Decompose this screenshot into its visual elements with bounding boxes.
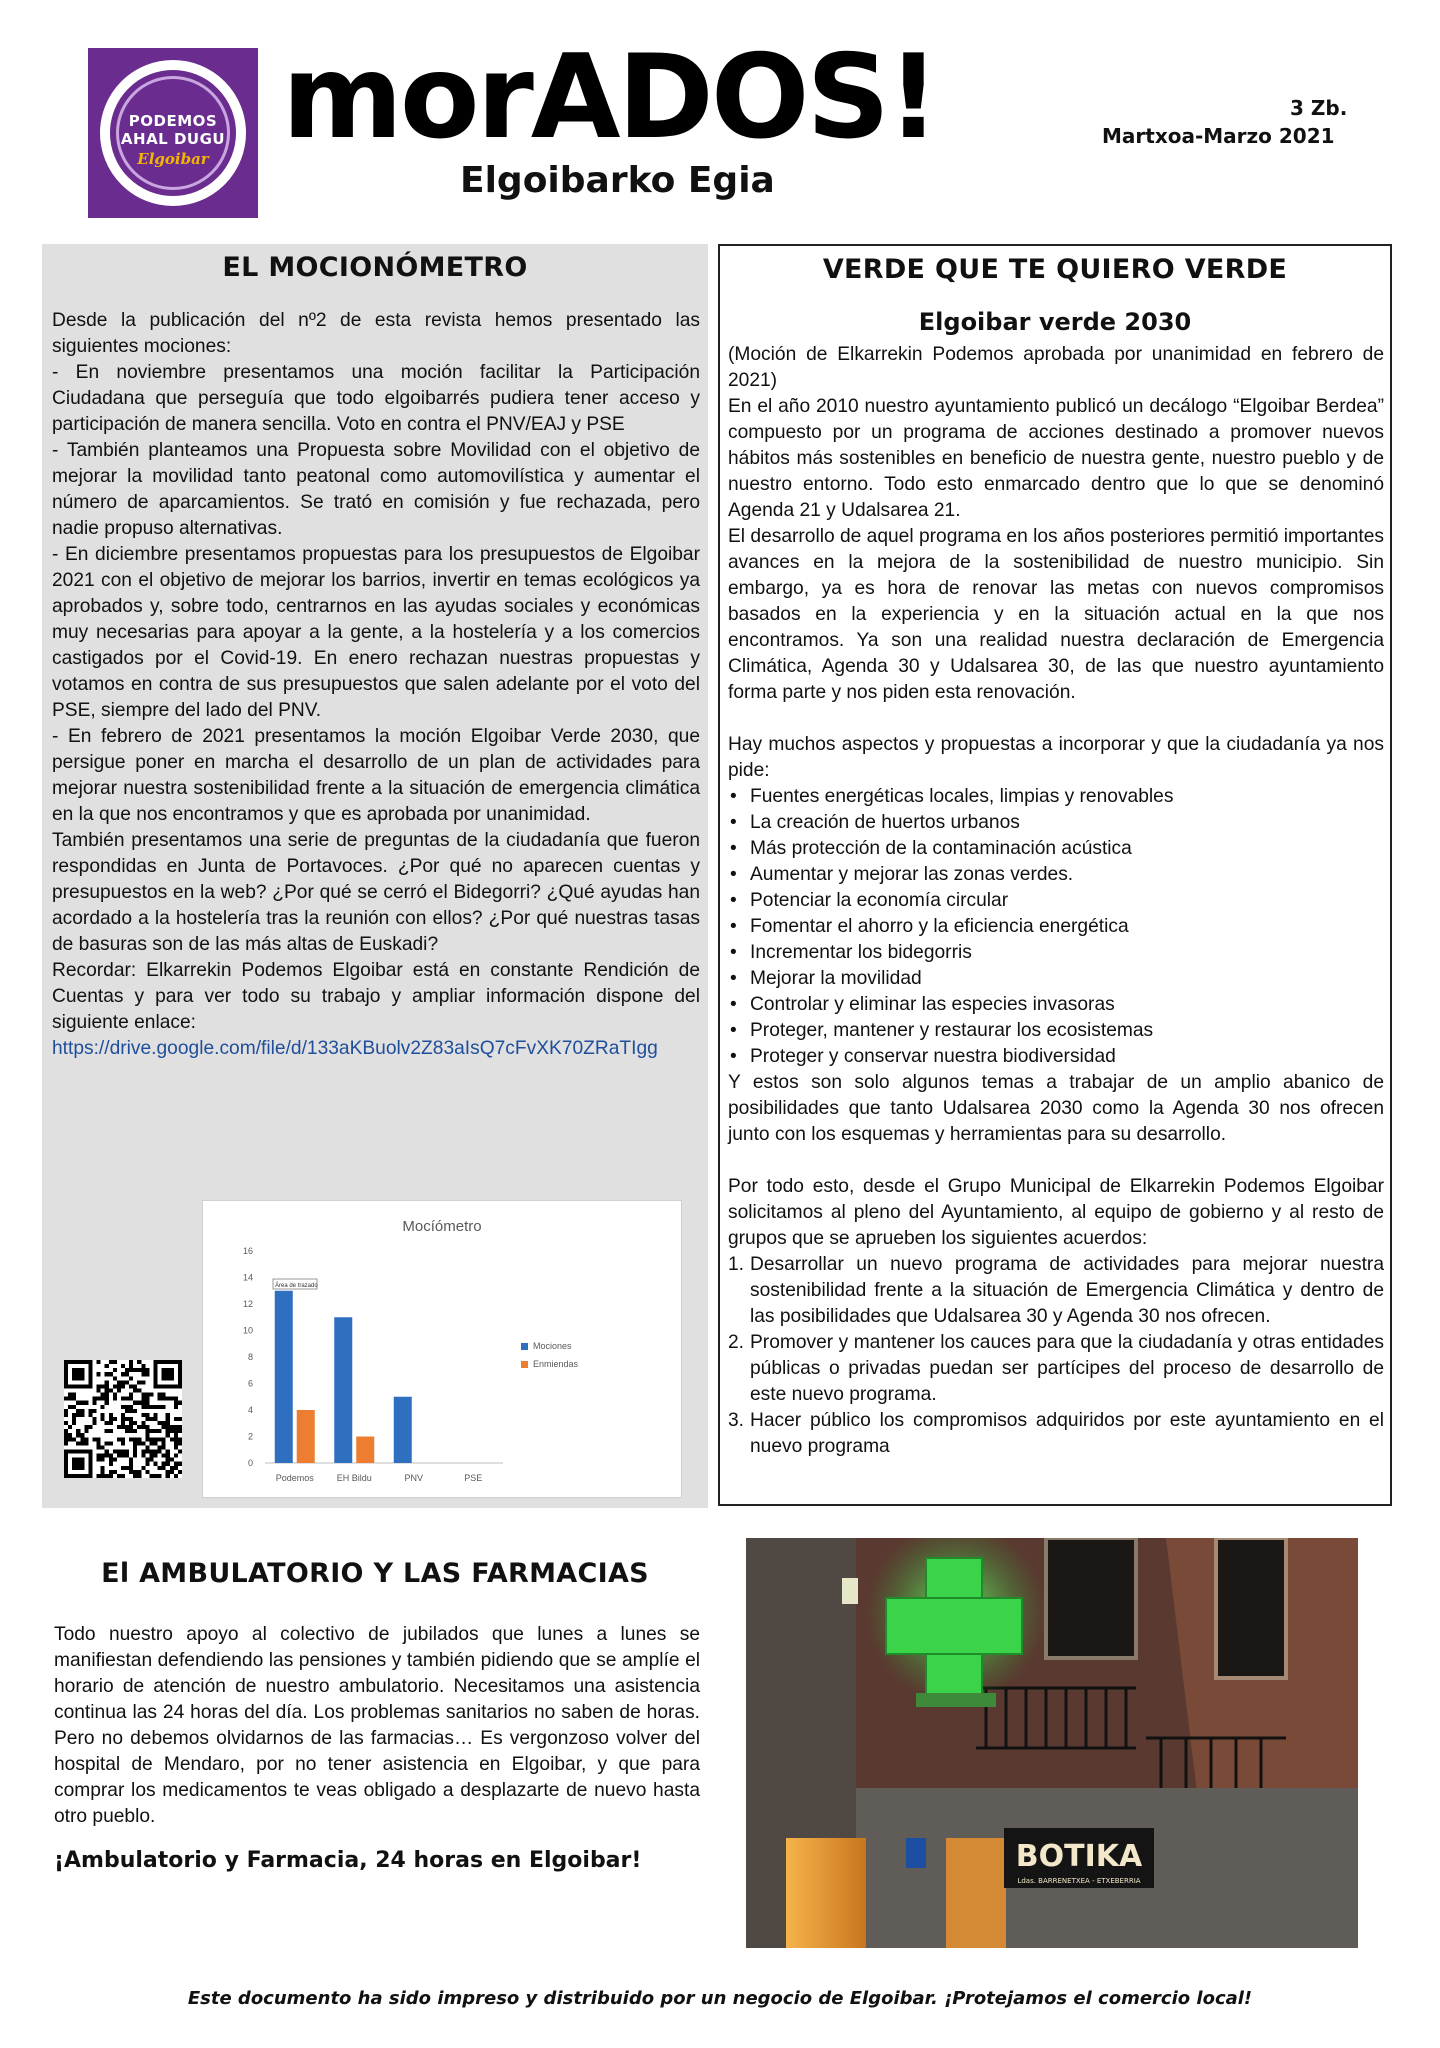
list-item: • Proteger, mantener y restaurar los ecosistemas — [728, 1018, 1384, 1044]
ambulatorio-slogan: ¡Ambulatorio y Farmacia, 24 horas en Elgoibar! — [54, 1848, 642, 1873]
x-tick-label: PNV — [404, 1473, 424, 1483]
list-item: • Fuentes energéticas locales, limpias y renovables — [728, 784, 1384, 810]
y-tick-label: 12 — [242, 1299, 253, 1309]
acuerdo-number: 2. — [728, 1332, 745, 1353]
qr-code — [64, 1360, 182, 1478]
verde-title: VERDE QUE TE QUIERO VERDE — [822, 254, 1288, 285]
logo-line-1: PODEMOS — [128, 112, 218, 130]
legend-swatch — [521, 1361, 528, 1368]
verde-body — [728, 342, 1384, 1460]
issue-number: 3 Zb. — [1290, 96, 1348, 120]
mocionometro-paragraph: - También planteamos una Propuesta sobre Movilidad con el objetivo de mejorar la movilidad tanto peatonal como automovilística y aumentar el número de aparcamientos. Se trató en comisión y fue rechazada, pero nadie propuso alternativas. — [52, 440, 700, 539]
y-tick-label: 10 — [242, 1325, 253, 1336]
verde-subtitle: Elgoibar verde 2030 — [918, 308, 1192, 336]
list-item: • Aumentar y mejorar las zonas verdes. — [728, 862, 1384, 888]
y-tick-label: 6 — [247, 1378, 253, 1389]
x-tick-label: Podemos — [275, 1473, 314, 1483]
podemos-logo — [88, 48, 258, 218]
list-item: • La creación de huertos urbanos — [728, 810, 1384, 836]
mocionometro-chart — [202, 1200, 682, 1498]
verde-paragraph: El desarrollo de aquel programa en los años posteriores permitió importantes avances en la mejora de la sostenibilidad de nuestro municipio. Sin embargo, ya es hora de renovar las metas con nuevos compromisos basados en la experiencia y en la situación actual en la que nos encontramos. Ya son una realidad nuestra declaración de Emergencia Climática, Agenda 30 y Udalsarea 30, de las que nuestro ayuntamiento forma parte y nos piden esta renovación. — [728, 526, 1384, 703]
verde-paragraph: Y estos son solo algunos temas a trabajar de un amplio abanico de posibilidades que tanto Udalsarea 2030 como la Agenda 30 nos ofrecen junto con los esquemas y herramientas para su desarrollo. — [728, 1072, 1384, 1145]
plot-area-annotation-text: Área de trazado — [275, 1283, 318, 1289]
bar-mociones-podemos — [275, 1291, 293, 1463]
mocionometro-paragraph: - En noviembre presentamos una moción facilitar la Participación Ciudadana que perseguía que todo elgoibarrés pudiera tener acceso y participación de manera sencilla. Voto en contra el PNV/EAJ y PSE — [52, 362, 700, 435]
acuerdo-text: Desarrollar un nuevo programa de actividades para mejorar nuestra sostenibilidad frente a la situación de Emergencia Climática y dentro de las posibilidades que Udalsarea 30 y Agenda 30 nos ofrecen. — [750, 1254, 1384, 1327]
mocionometro-title: EL MOCIONÓMETRO — [222, 252, 528, 283]
verde-request: Por todo esto, desde el Grupo Municipal de Elkarrekin Podemos Elgoibar solicitamos al pleno del Ayuntamiento, al equipo de gobierno y al resto de grupos que se aprueben los siguientes acuerdos: — [728, 1176, 1384, 1249]
legend-swatch — [521, 1343, 528, 1350]
botika-sign-text: BOTIKA — [1015, 1839, 1143, 1874]
ambulatorio-body: Todo nuestro apoyo al colectivo de jubilados que lunes a lunes se manifiestan defendiendo las pensiones y también pidiendo que se amplíe el horario de atención de nuestro ambulatorio. Necesitamos una asistencia continua las 24 horas del día. Los problemas sanitarios no saben de horas. Pero no debemos olvidarnos de las farmacias… Es vergonzoso volver del hospital de Mendaro, por no tener asistencia en Elgoibar, y que para comprar los medicamentos te veas obligado a desplazarte de nuevo hasta otro pueblo. — [54, 1624, 700, 1827]
mocionometro-paragraph: Desde la publicación del nº2 de esta revista hemos presentado las siguientes mociones: — [52, 310, 700, 357]
legend-label: Enmiendas — [533, 1359, 579, 1369]
x-tick-label: EH Bildu — [336, 1473, 372, 1483]
pharmacy-photo — [746, 1538, 1358, 1948]
x-tick-label: PSE — [464, 1473, 483, 1483]
mocionometro-paragraph: También presentamos una serie de preguntas de la ciudadanía que fueron respondidas en Junta de Portavoces. ¿Por qué no aparecen cuentas y presupuestos en la web? ¿Por qué se cerró el Bidegorri? ¿Qué ayudas han acordado a la hostelería tras la reunión con ellos? ¿Por qué nuestras tasas de basuras son de las más altas de Euskadi? — [52, 830, 700, 955]
bar-enmiendas-podemos — [297, 1410, 315, 1463]
acuerdo-number: 1. — [728, 1254, 745, 1275]
acuerdo-item — [728, 1330, 1384, 1408]
list-item: • Más protección de la contaminación acústica — [728, 836, 1384, 862]
legend-label: Mociones — [533, 1341, 572, 1351]
list-item: • Fomentar el ahorro y la eficiencia energética — [728, 914, 1384, 940]
masthead-subtitle: Elgoibarko Egia — [460, 160, 775, 201]
list-item: • Proteger y conservar nuestra biodiversidad — [728, 1044, 1384, 1070]
mocionometro-body — [52, 308, 700, 1062]
list-item: • Potenciar la economía circular — [728, 888, 1384, 914]
acuerdo-item — [728, 1252, 1384, 1330]
bar-enmiendas-eh-bildu — [356, 1437, 374, 1464]
y-tick-label: 16 — [242, 1246, 253, 1256]
list-item: • Incrementar los bidegorris — [728, 940, 1384, 966]
y-tick-label: 14 — [242, 1272, 253, 1283]
verde-panel — [718, 244, 1392, 1506]
drive-link[interactable]: https://drive.google.com/file/d/133aKBuolv2Z83aIsQ7cFvXK70ZRaTIgg — [52, 1038, 658, 1059]
verde-paragraph: En el año 2010 nuestro ayuntamiento publicó un decálogo “Elgoibar Berdea” compuesto por un programa de acciones destinado a promover nuevos hábitos más sostenibles en beneficio de nuestra gente, nuestro pueblo y de nuestro entorno. Todo esto enmarcado dentro que lo que se denominó Agenda 21 y Udalsarea 21. — [728, 396, 1384, 521]
bar-mociones-pnv — [394, 1397, 412, 1463]
acuerdo-text: Promover y mantener los cauces para que la ciudadanía y otras entidades públicas o privadas puedan ser partícipes del proceso de desarrollo de este nuevo programa. — [750, 1332, 1384, 1405]
plot-area-annotation — [273, 1279, 318, 1289]
footer-note: Este documento ha sido impreso y distribuido por un negocio de Elgoibar. ¡Protejamos el comercio local! — [187, 1988, 1253, 2009]
mocionometro-paragraph: Recordar: Elkarrekin Podemos Elgoibar está en constante Rendición de Cuentas y para ver todo su trabajo y ampliar información dispone del siguiente enlace: — [52, 960, 700, 1033]
list-item: • Controlar y eliminar las especies invasoras — [728, 992, 1384, 1018]
y-tick-label: 8 — [247, 1352, 253, 1362]
acuerdo-item — [728, 1408, 1384, 1460]
list-item: • Mejorar la movilidad — [728, 966, 1384, 992]
proposal-list — [728, 784, 1384, 1070]
botika-sign-subtext: Ldas. BARRENETXEA - ETXEBERRIA — [1017, 1877, 1141, 1885]
y-tick-label: 4 — [247, 1405, 253, 1415]
bar-mociones-eh-bildu — [334, 1317, 352, 1463]
verde-list-intro: Hay muchos aspectos y propuestas a incorporar y que la ciudadanía ya nos pide: — [728, 734, 1384, 781]
acuerdo-number: 3. — [728, 1410, 745, 1431]
y-tick-label: 0 — [247, 1458, 253, 1468]
mocionometro-paragraph: - En diciembre presentamos propuestas para los presupuestos de Elgoibar 2021 con el objetivo de mejorar los barrios, invertir en temas ecológicos ya aprobados y, sobre todo, centrarnos en las ayudas sociales y económicas muy necesarias para apoyar a la gente, a la hostelería y a los comercios castigados por el Covid-19. En enero rechazan nuestras propuestas y votamos en contra de sus presupuestos que salen adelante por el voto del PSE, siempre del lado del PNV. — [52, 544, 700, 721]
acuerdo-text: Hacer público los compromisos adquiridos por este ayuntamiento en el nuevo programa — [750, 1410, 1384, 1457]
masthead-title: morADOS! — [282, 30, 937, 165]
logo-line-2: AHAL DUGU — [120, 130, 226, 148]
mocionometro-paragraph: - En febrero de 2021 presentamos la moción Elgoibar Verde 2030, que persigue poner en marcha el desarrollo de un plan de actividades para mejorar nuestra sostenibilidad frente a la situación de emergencia climática en la que nos encontramos y que es aprobada por unanimidad. — [52, 726, 700, 825]
issue-date: Martxoa-Marzo 2021 — [1102, 124, 1335, 148]
chart-title: Mocíómetro — [402, 1218, 482, 1235]
logo-line-3: Elgoibar — [137, 150, 209, 168]
y-tick-label: 2 — [247, 1431, 253, 1442]
ambulatorio-title: El AMBULATORIO Y LAS FARMACIAS — [101, 1558, 649, 1589]
verde-paragraph: (Moción de Elkarrekin Podemos aprobada por unanimidad en febrero de 2021) — [728, 344, 1384, 391]
